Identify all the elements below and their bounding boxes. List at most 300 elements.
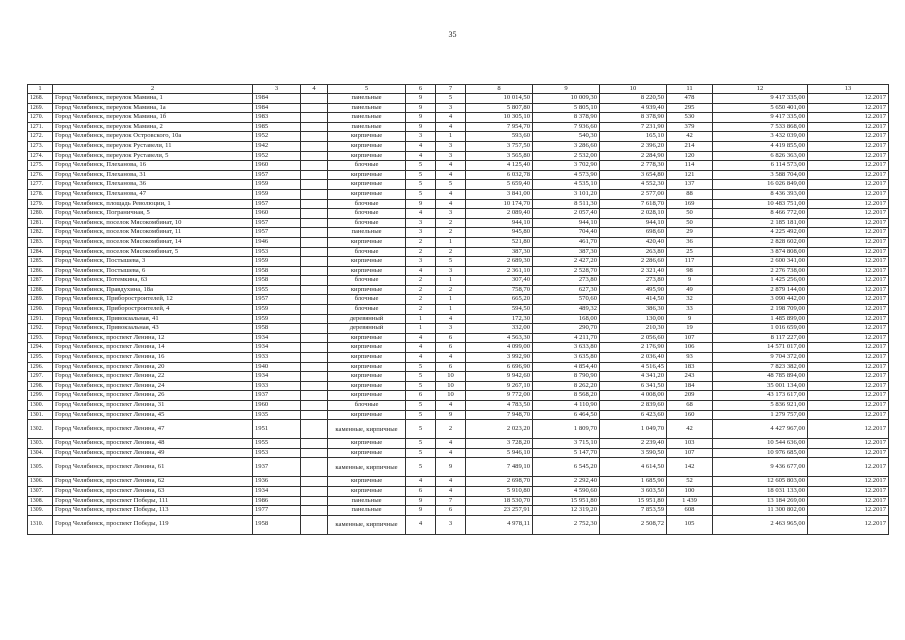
table-row [28, 103, 889, 113]
table-row [28, 381, 889, 391]
table-row [28, 228, 889, 238]
residents-cell: 121 [667, 170, 713, 180]
living-area-cell: 944,10 [533, 218, 600, 228]
residential-area-cell: 2 286,60 [600, 257, 667, 267]
wall-material-cell: кирпичные [328, 477, 406, 487]
deadline-cell: 12.2017 [808, 458, 889, 477]
entrances-cell: 2 [436, 285, 466, 295]
year-commissioned-cell [301, 486, 328, 496]
living-area-cell: 273,80 [533, 276, 600, 286]
year-commissioned-cell [301, 477, 328, 487]
residential-area-cell: 2 839,60 [600, 401, 667, 411]
row-number-cell: 1289. [28, 295, 53, 305]
year-built-cell: 1957 [253, 295, 301, 305]
table-row [28, 372, 889, 382]
wall-material-cell: кирпичные [328, 381, 406, 391]
cost-cell: 48 785 894,00 [713, 372, 808, 382]
living-area-cell: 8 378,90 [533, 113, 600, 123]
residential-area-cell: 8 220,50 [600, 94, 667, 104]
deadline-cell: 12.2017 [808, 314, 889, 324]
total-area-cell: 4 563,30 [466, 333, 533, 343]
year-built-cell: 1934 [253, 343, 301, 353]
wall-material-cell: блочные [328, 218, 406, 228]
address-cell: Город Челябинск, Приборостроителей, 12 [53, 295, 253, 305]
address-cell: Город Челябинск, переулок Руставели, 11 [53, 141, 253, 151]
table-row [28, 515, 889, 534]
row-number-cell: 1271. [28, 122, 53, 132]
year-built-cell: 1937 [253, 391, 301, 401]
total-area-cell: 6 032,78 [466, 170, 533, 180]
wall-material-cell: панельные [328, 122, 406, 132]
table-row [28, 314, 889, 324]
floors-cell: 5 [406, 410, 436, 420]
year-built-cell: 1955 [253, 285, 301, 295]
total-area-cell: 9 942,60 [466, 372, 533, 382]
cost-cell: 4 225 492,00 [713, 228, 808, 238]
wall-material-cell: кирпичные [328, 257, 406, 267]
residential-area-cell: 4 341,20 [600, 372, 667, 382]
address-cell: Город Челябинск, проспект Ленина, 16 [53, 353, 253, 363]
entrances-cell: 10 [436, 391, 466, 401]
wall-material-cell: кирпичные [328, 285, 406, 295]
deadline-cell: 12.2017 [808, 228, 889, 238]
address-cell: Город Челябинск, проспект Ленина, 26 [53, 391, 253, 401]
residents-cell: 42 [667, 132, 713, 142]
year-commissioned-cell [301, 295, 328, 305]
living-area-cell: 4 854,40 [533, 362, 600, 372]
deadline-cell: 12.2017 [808, 496, 889, 506]
deadline-cell: 12.2017 [808, 420, 889, 439]
row-number-cell: 1269. [28, 103, 53, 113]
address-cell: Город Челябинск, Плеханова, 36 [53, 180, 253, 190]
cost-cell: 6 826 363,00 [713, 151, 808, 161]
total-area-cell: 307,40 [466, 276, 533, 286]
year-commissioned-cell [301, 285, 328, 295]
deadline-cell: 12.2017 [808, 410, 889, 420]
total-area-cell: 4 125,40 [466, 161, 533, 171]
column-header: 1 [28, 85, 53, 94]
column-header: 3 [253, 85, 301, 94]
year-built-cell: 1953 [253, 247, 301, 257]
address-cell: Город Челябинск, Потемкина, 63 [53, 276, 253, 286]
floors-cell: 5 [406, 448, 436, 458]
residents-cell: 9 [667, 276, 713, 286]
year-commissioned-cell [301, 353, 328, 363]
floors-cell: 5 [406, 161, 436, 171]
cost-cell: 2 198 709,00 [713, 305, 808, 315]
address-cell: Город Челябинск, проспект Ленина, 24 [53, 381, 253, 391]
row-number-cell: 1302. [28, 420, 53, 439]
floors-cell: 4 [406, 477, 436, 487]
table-row [28, 295, 889, 305]
year-commissioned-cell [301, 496, 328, 506]
entrances-cell: 4 [436, 486, 466, 496]
year-built-cell: 1958 [253, 515, 301, 534]
deadline-cell: 12.2017 [808, 333, 889, 343]
table-row [28, 486, 889, 496]
row-number-cell: 1299. [28, 391, 53, 401]
cost-cell: 5 650 401,00 [713, 103, 808, 113]
entrances-cell: 1 [436, 132, 466, 142]
year-built-cell: 1957 [253, 170, 301, 180]
entrances-cell: 2 [436, 420, 466, 439]
residents-cell: 42 [667, 420, 713, 439]
living-area-cell: 540,30 [533, 132, 600, 142]
year-commissioned-cell [301, 401, 328, 411]
table-row [28, 189, 889, 199]
total-area-cell: 3 565,80 [466, 151, 533, 161]
entrances-cell: 4 [436, 439, 466, 449]
entrances-cell: 4 [436, 161, 466, 171]
entrances-cell: 3 [436, 209, 466, 219]
floors-cell: 2 [406, 295, 436, 305]
table-row [28, 209, 889, 219]
floors-cell: 5 [406, 362, 436, 372]
address-cell: Город Челябинск, Привокзальная, 43 [53, 324, 253, 334]
entrances-cell: 3 [436, 151, 466, 161]
residents-cell: 33 [667, 305, 713, 315]
cost-cell: 5 836 921,00 [713, 401, 808, 411]
table-row [28, 506, 889, 516]
page-number: 35 [448, 30, 457, 39]
year-commissioned-cell [301, 391, 328, 401]
entrances-cell: 3 [436, 324, 466, 334]
wall-material-cell: блочные [328, 276, 406, 286]
living-area-cell: 10 009,30 [533, 94, 600, 104]
cost-cell: 11 300 802,00 [713, 506, 808, 516]
entrances-cell: 2 [436, 218, 466, 228]
wall-material-cell: панельные [328, 496, 406, 506]
entrances-cell: 5 [436, 257, 466, 267]
table-row [28, 237, 889, 247]
living-area-cell: 4 535,10 [533, 180, 600, 190]
deadline-cell: 12.2017 [808, 132, 889, 142]
table-row [28, 343, 889, 353]
floors-cell: 5 [406, 439, 436, 449]
residential-area-cell: 3 654,80 [600, 170, 667, 180]
living-area-cell: 3 101,20 [533, 189, 600, 199]
residents-cell: 608 [667, 506, 713, 516]
living-area-cell: 4 590,60 [533, 486, 600, 496]
deadline-cell: 12.2017 [808, 199, 889, 209]
deadline-cell: 12.2017 [808, 515, 889, 534]
year-built-cell: 1960 [253, 401, 301, 411]
living-area-cell: 2 427,20 [533, 257, 600, 267]
residential-area-cell: 3 590,50 [600, 448, 667, 458]
year-built-cell: 1958 [253, 266, 301, 276]
total-area-cell: 18 530,70 [466, 496, 533, 506]
living-area-cell: 7 936,60 [533, 122, 600, 132]
residents-cell: 25 [667, 247, 713, 257]
deadline-cell: 12.2017 [808, 506, 889, 516]
year-commissioned-cell [301, 506, 328, 516]
living-area-cell: 3 702,90 [533, 161, 600, 171]
column-header: 10 [600, 85, 667, 94]
deadline-cell: 12.2017 [808, 439, 889, 449]
residential-area-cell: 130,00 [600, 314, 667, 324]
total-area-cell: 4 783,50 [466, 401, 533, 411]
address-cell: Город Челябинск, Привокзальная, 41 [53, 314, 253, 324]
year-commissioned-cell [301, 381, 328, 391]
residents-cell: 68 [667, 401, 713, 411]
entrances-cell: 9 [436, 410, 466, 420]
column-header: 2 [53, 85, 253, 94]
floors-cell: 3 [406, 228, 436, 238]
deadline-cell: 12.2017 [808, 237, 889, 247]
entrances-cell: 2 [436, 247, 466, 257]
year-commissioned-cell [301, 247, 328, 257]
living-area-cell: 2 532,00 [533, 151, 600, 161]
floors-cell: 6 [406, 391, 436, 401]
residential-area-cell: 2 028,10 [600, 209, 667, 219]
address-cell: Город Челябинск, поселок Мясокомбинат, 11 [53, 228, 253, 238]
cost-cell: 2 185 181,00 [713, 218, 808, 228]
row-number-cell: 1310. [28, 515, 53, 534]
table-row [28, 477, 889, 487]
table-row [28, 458, 889, 477]
cost-cell: 7 823 382,00 [713, 362, 808, 372]
wall-material-cell: блочные [328, 209, 406, 219]
floors-cell: 2 [406, 305, 436, 315]
floors-cell: 5 [406, 189, 436, 199]
total-area-cell: 10 014,50 [466, 94, 533, 104]
living-area-cell: 3 635,80 [533, 353, 600, 363]
wall-material-cell: блочные [328, 305, 406, 315]
cost-cell: 9 417 335,00 [713, 113, 808, 123]
residential-area-cell: 2 176,90 [600, 343, 667, 353]
row-number-cell: 1291. [28, 314, 53, 324]
wall-material-cell: блочные [328, 247, 406, 257]
living-area-cell: 570,60 [533, 295, 600, 305]
table-row [28, 496, 889, 506]
living-area-cell: 8 262,20 [533, 381, 600, 391]
living-area-cell: 6 545,20 [533, 458, 600, 477]
deadline-cell: 12.2017 [808, 189, 889, 199]
table-row [28, 362, 889, 372]
cost-cell: 2 276 738,00 [713, 266, 808, 276]
living-area-cell: 3 286,60 [533, 141, 600, 151]
row-number-cell: 1309. [28, 506, 53, 516]
total-area-cell: 5 807,80 [466, 103, 533, 113]
header-row [28, 85, 889, 94]
residents-cell: 169 [667, 199, 713, 209]
entrances-cell: 4 [436, 477, 466, 487]
year-commissioned-cell [301, 266, 328, 276]
floors-cell: 5 [406, 180, 436, 190]
year-built-cell: 1936 [253, 477, 301, 487]
residential-area-cell: 2 577,00 [600, 189, 667, 199]
row-number-cell: 1276. [28, 170, 53, 180]
deadline-cell: 12.2017 [808, 285, 889, 295]
entrances-cell: 5 [436, 94, 466, 104]
year-commissioned-cell [301, 324, 328, 334]
residents-cell: 1 439 [667, 496, 713, 506]
year-built-cell: 1940 [253, 362, 301, 372]
living-area-cell: 168,00 [533, 314, 600, 324]
residential-area-cell: 2 036,40 [600, 353, 667, 363]
wall-material-cell: блочные [328, 161, 406, 171]
year-built-cell: 1955 [253, 439, 301, 449]
row-number-cell: 1300. [28, 401, 53, 411]
year-built-cell: 1958 [253, 324, 301, 334]
residents-cell: 142 [667, 458, 713, 477]
row-number-cell: 1286. [28, 266, 53, 276]
table-row [28, 333, 889, 343]
living-area-cell: 4 211,70 [533, 333, 600, 343]
cost-cell: 10 976 685,00 [713, 448, 808, 458]
wall-material-cell: блочные [328, 295, 406, 305]
wall-material-cell: кирпичные [328, 132, 406, 142]
wall-material-cell: панельные [328, 228, 406, 238]
year-built-cell: 1951 [253, 420, 301, 439]
registry-table [27, 84, 889, 535]
entrances-cell: 3 [436, 266, 466, 276]
cost-cell: 10 483 751,00 [713, 199, 808, 209]
cost-cell: 9 704 372,00 [713, 353, 808, 363]
wall-material-cell: кирпичные [328, 391, 406, 401]
residents-cell: 107 [667, 448, 713, 458]
total-area-cell: 6 696,90 [466, 362, 533, 372]
year-built-cell: 1957 [253, 218, 301, 228]
year-built-cell: 1934 [253, 486, 301, 496]
year-built-cell: 1952 [253, 151, 301, 161]
deadline-cell: 12.2017 [808, 218, 889, 228]
year-commissioned-cell [301, 94, 328, 104]
deadline-cell: 12.2017 [808, 141, 889, 151]
deadline-cell: 12.2017 [808, 401, 889, 411]
row-number-cell: 1296. [28, 362, 53, 372]
deadline-cell: 12.2017 [808, 209, 889, 219]
total-area-cell: 3 757,50 [466, 141, 533, 151]
address-cell: Город Челябинск, проспект Победы, 111 [53, 496, 253, 506]
year-built-cell: 1934 [253, 372, 301, 382]
entrances-cell: 3 [436, 103, 466, 113]
column-header: 11 [667, 85, 713, 94]
year-commissioned-cell [301, 199, 328, 209]
year-commissioned-cell [301, 343, 328, 353]
entrances-cell: 4 [436, 199, 466, 209]
row-number-cell: 1282. [28, 228, 53, 238]
residential-area-cell: 2 396,20 [600, 141, 667, 151]
year-commissioned-cell [301, 113, 328, 123]
deadline-cell: 12.2017 [808, 324, 889, 334]
floors-cell: 2 [406, 237, 436, 247]
residential-area-cell: 2 239,40 [600, 439, 667, 449]
floors-cell: 4 [406, 333, 436, 343]
year-built-cell: 1985 [253, 122, 301, 132]
residents-cell: 98 [667, 266, 713, 276]
table-row [28, 218, 889, 228]
year-built-cell: 1960 [253, 209, 301, 219]
table-row [28, 161, 889, 171]
floors-cell: 5 [406, 458, 436, 477]
row-number-cell: 1295. [28, 353, 53, 363]
living-area-cell: 2 292,40 [533, 477, 600, 487]
entrances-cell: 6 [436, 343, 466, 353]
living-area-cell: 461,70 [533, 237, 600, 247]
entrances-cell: 1 [436, 237, 466, 247]
year-commissioned-cell [301, 218, 328, 228]
address-cell: Город Челябинск, Плеханова, 47 [53, 189, 253, 199]
cost-cell: 12 605 803,00 [713, 477, 808, 487]
row-number-cell: 1288. [28, 285, 53, 295]
deadline-cell: 12.2017 [808, 151, 889, 161]
cost-cell: 9 436 677,00 [713, 458, 808, 477]
wall-material-cell: кирпичные [328, 343, 406, 353]
residents-cell: 160 [667, 410, 713, 420]
residents-cell: 184 [667, 381, 713, 391]
year-built-cell: 1959 [253, 180, 301, 190]
row-number-cell: 1275. [28, 161, 53, 171]
table-row [28, 122, 889, 132]
row-number-cell: 1292. [28, 324, 53, 334]
residential-area-cell: 4 939,40 [600, 103, 667, 113]
table-row [28, 420, 889, 439]
column-header: 6 [406, 85, 436, 94]
year-built-cell: 1953 [253, 448, 301, 458]
floors-cell: 4 [406, 141, 436, 151]
floors-cell: 5 [406, 420, 436, 439]
living-area-cell: 627,30 [533, 285, 600, 295]
residential-area-cell: 7 231,90 [600, 122, 667, 132]
address-cell: Город Челябинск, Правдухина, 18а [53, 285, 253, 295]
residents-cell: 93 [667, 353, 713, 363]
year-commissioned-cell [301, 420, 328, 439]
year-built-cell: 1959 [253, 257, 301, 267]
address-cell: Город Челябинск, поселок Мясокомбинат, 5 [53, 247, 253, 257]
wall-material-cell: кирпичные [328, 180, 406, 190]
table-row [28, 199, 889, 209]
floors-cell: 5 [406, 381, 436, 391]
year-commissioned-cell [301, 276, 328, 286]
total-area-cell: 944,10 [466, 218, 533, 228]
row-number-cell: 1297. [28, 372, 53, 382]
deadline-cell: 12.2017 [808, 170, 889, 180]
wall-material-cell: кирпичные [328, 353, 406, 363]
deadline-cell: 12.2017 [808, 103, 889, 113]
row-number-cell: 1290. [28, 305, 53, 315]
row-number-cell: 1277. [28, 180, 53, 190]
total-area-cell: 172,30 [466, 314, 533, 324]
year-commissioned-cell [301, 333, 328, 343]
table-row [28, 448, 889, 458]
residential-area-cell: 2 056,60 [600, 333, 667, 343]
living-area-cell: 4 110,90 [533, 401, 600, 411]
residential-area-cell: 2 321,40 [600, 266, 667, 276]
entrances-cell: 4 [436, 170, 466, 180]
year-built-cell: 1984 [253, 94, 301, 104]
total-area-cell: 332,00 [466, 324, 533, 334]
total-area-cell: 2 023,20 [466, 420, 533, 439]
residents-cell: 114 [667, 161, 713, 171]
address-cell: Город Челябинск, проспект Ленина, 20 [53, 362, 253, 372]
year-commissioned-cell [301, 141, 328, 151]
residents-cell: 49 [667, 285, 713, 295]
cost-cell: 1 016 659,00 [713, 324, 808, 334]
deadline-cell: 12.2017 [808, 276, 889, 286]
deadline-cell: 12.2017 [808, 477, 889, 487]
residential-area-cell: 386,30 [600, 305, 667, 315]
cost-cell: 2 828 602,00 [713, 237, 808, 247]
living-area-cell: 8 568,20 [533, 391, 600, 401]
cost-cell: 4 419 855,00 [713, 141, 808, 151]
living-area-cell: 387,30 [533, 247, 600, 257]
entrances-cell: 4 [436, 353, 466, 363]
row-number-cell: 1287. [28, 276, 53, 286]
residents-cell: 50 [667, 209, 713, 219]
table-row [28, 180, 889, 190]
address-cell: Город Челябинск, Плеханова, 16 [53, 161, 253, 171]
